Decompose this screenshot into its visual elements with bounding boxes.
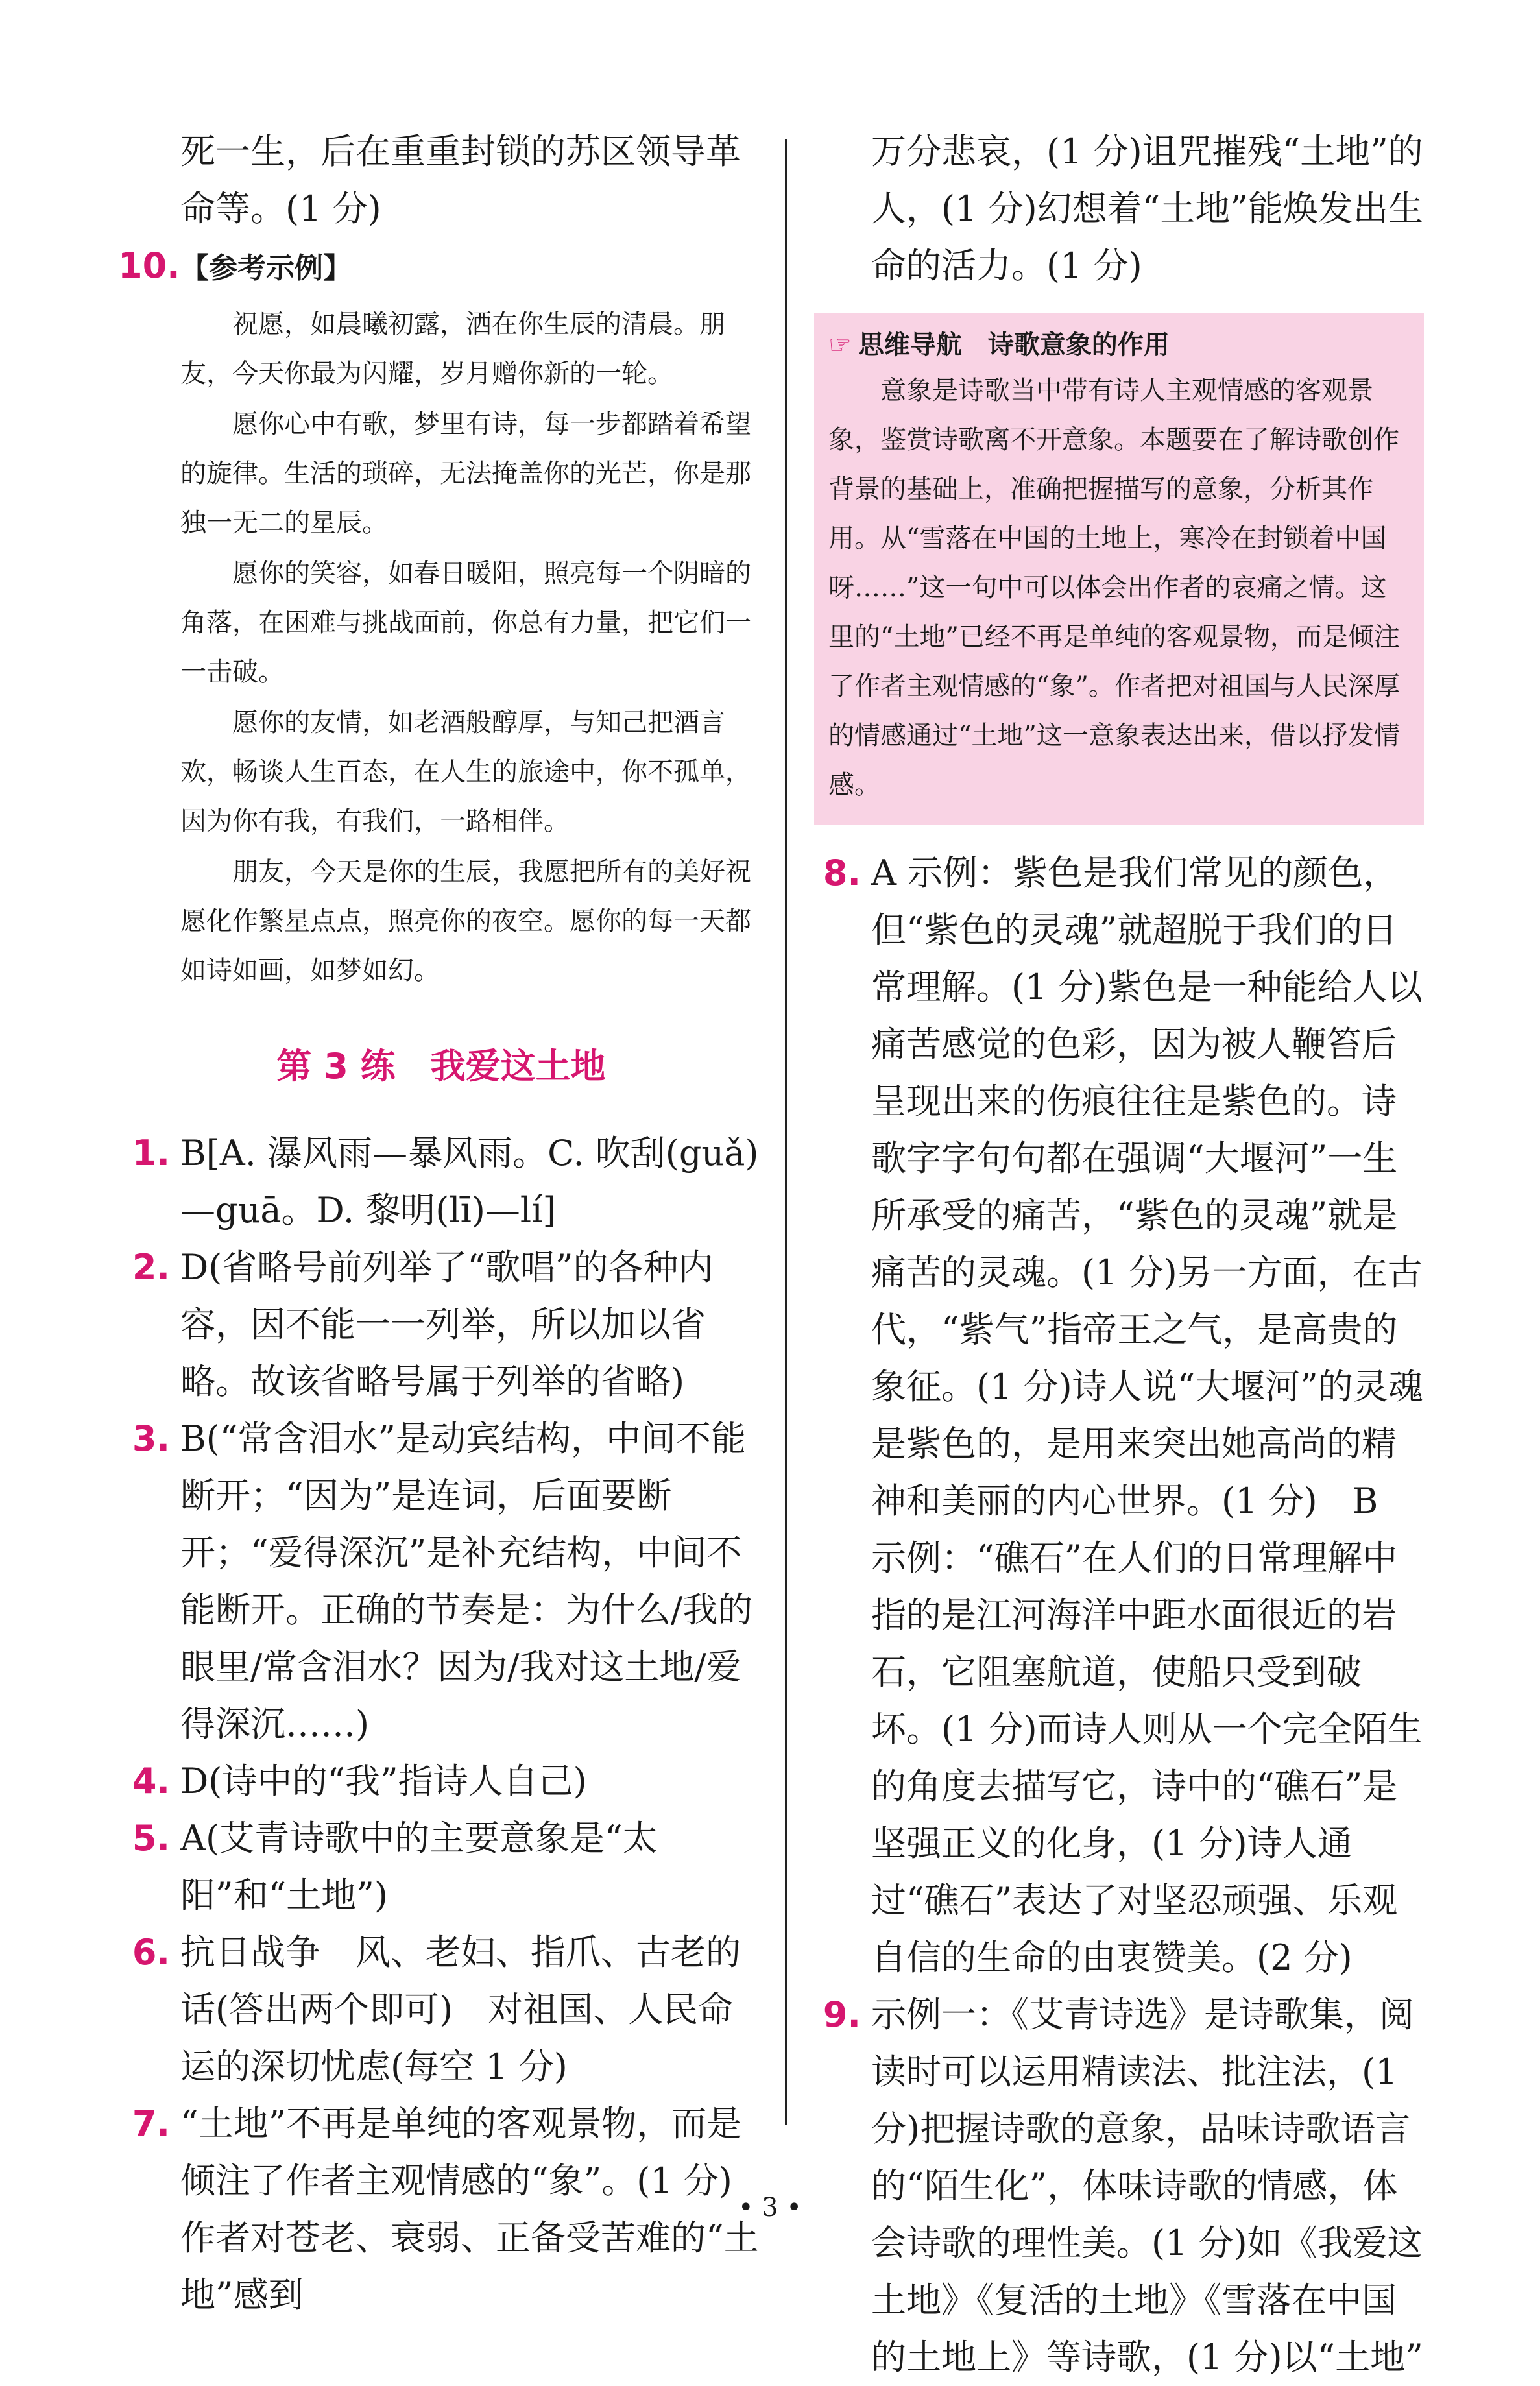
column-divider — [785, 139, 787, 2125]
item-text: D(省略号前列举了“歌唱”的各种内容，因不能一一列举，所以加以省略。故该省略号属于列举的省略) — [180, 1247, 714, 1402]
example-paragraph: 朋友，今天是你的生辰，我愿把所有的美好祝愿化作繁星点点，照亮你的夜空。愿你的每一天都如诗如画，如梦如幻。 — [180, 857, 751, 985]
example-paragraph: 祝愿，如晨曦初露，洒在你生辰的清晨。朋友，今天你最为闪耀，岁月赠你新的一轮。 — [180, 309, 725, 389]
answer-item — [814, 845, 1424, 1986]
answer-item — [123, 1810, 759, 1924]
nav-label: 思维导航 — [858, 330, 962, 360]
item-text: B(“常含泪水”是动宾结构，中间不能断开；“因为”是连词，后面要断开；“爱得深沉”是补充结构，中间不能断开。正确的节奏是：为什么/我的眼里/常含泪水？因为/我对这土地/爱得深沉……) — [180, 1418, 753, 1744]
item-number: 9. — [823, 1994, 861, 2035]
section-title: 第 3 练 我爱这土地 — [276, 1046, 606, 1087]
example-paragraph: 愿你的友情，如老酒般醇厚，与知己把酒言欢，畅谈人生百态，在人生的旅途中，你不孤单，因为你有我，有我们，一路相伴。 — [180, 708, 751, 836]
item-number: 2. — [132, 1247, 170, 1288]
item-text: A 示例：紫色是我们常见的颜色，但“紫色的灵魂”就超脱于我们的日常理解。(1 分)紫色是一种能给人以痛苦感觉的色彩，因为被人鞭笞后呈现出来的伤痕往往是紫色的。诗歌字字句句都在强调“大堰河”一生所承受的痛苦，“紫色的灵魂”就是痛苦的灵魂。(1 分)另一方面，在古代，“紫气”指帝王之气，是高贵的象征。(1 分)诗人说“大堰河”的灵魂是紫色的，是用来突出她高尚的精神和美丽的内心世界。(1 分) B 示例：“礁石”在人们的日常理解中指的是江河海洋中距水面很近的岩石，它阻塞航道，使船只受到破坏。(1 分)而诗人则从一个完全陌生的角度去描写它，诗中的“礁石”是坚强正义的化身，(1 分)诗人通过“礁石”表达了对坚忍顽强、乐观自信的生命的由衷赞美。(2 分) — [871, 852, 1423, 1978]
item-text: “土地”不再是单纯的客观景物，而是倾注了作者主观情感的“象”。(1 分)作者对苍老、衰弱、正备受苦难的“土地”感到 — [180, 2103, 759, 2315]
answer-item — [123, 1239, 759, 1410]
item-text: 抗日战争 风、老妇、指爪、古老的话(答出两个即可) 对祖国、人民命运的深切忧虑(每空 1 分) — [180, 1932, 741, 2087]
item-number: 3. — [132, 1418, 170, 1459]
item-text: 示例一：《艾青诗选》是诗歌集，阅读时可以运用精读法、批注法，(1 分)把握诗歌的意象，品味诗歌语言的“陌生化”，体味诗歌的情感，体会诗歌的理性美。(1 分)如《我爱这土地》《复活的土地》《雪落在中国的土地上》等诗歌，(1 分)以“土地” — [871, 1994, 1423, 2378]
item-number: 10. — [118, 245, 180, 286]
reference-example-tag: 【参考示例】 — [180, 252, 352, 285]
item-number: 5. — [132, 1818, 170, 1859]
answer-item — [123, 1410, 759, 1753]
item-text: D(诗中的“我”指诗人自己) — [180, 1761, 587, 1802]
thinking-navigation-box — [814, 313, 1424, 825]
answer-item — [123, 1125, 759, 1239]
right-continuation-text: 万分悲哀，(1 分)诅咒摧残“土地”的人，(1 分)幻想着“土地”能焕发出生命的活力。(1 分) — [871, 131, 1423, 286]
item-number: 6. — [132, 1932, 170, 1973]
item-number: 4. — [132, 1761, 170, 1802]
nav-topic: 诗歌意象的作用 — [987, 330, 1170, 360]
example-paragraph: 愿你的笑容，如春日暖阳，照亮每一个阴暗的角落，在困难与挑战面前，你总有力量，把它们一一击破。 — [180, 559, 751, 687]
nav-header — [828, 324, 1410, 366]
answer-item — [814, 1986, 1424, 2386]
right-column — [814, 123, 1424, 2386]
item-number: 7. — [132, 2103, 170, 2144]
example-paragraph: 愿你心中有歌，梦里有诗，每一步都踏着希望的旋律。生活的琐碎，无法掩盖你的光芒，你是那独一无二的星辰。 — [180, 409, 751, 538]
left-continuation-text: 死一生，后在重重封锁的苏区领导革命等。(1 分) — [180, 131, 741, 229]
answer-item — [123, 1924, 759, 2095]
item-text: A(艾青诗歌中的主要意象是“太阳”和“土地”) — [180, 1818, 658, 1916]
item-number: 8. — [823, 852, 861, 893]
left-column — [118, 123, 759, 2324]
answer-item — [123, 1753, 759, 1810]
answer-item-10 — [118, 237, 759, 297]
hand-pointer-icon: ☞ — [828, 330, 852, 360]
item-number: 1. — [132, 1133, 170, 1174]
reference-example-text — [123, 300, 759, 995]
item-text: B[A. 瀑风雨—暴风雨。C. 吹刮(guǎ)—guā。D. 黎明(lī)—lí] — [180, 1133, 759, 1231]
nav-body-text: 意象是诗歌当中带有诗人主观情感的客观景象，鉴赏诗歌离不开意象。本题要在了解诗歌创作背景的基础上，准确把握描写的意象，分析其作用。从“雪落在中国的土地上，寒冷在封锁着中国呀……”这一句中可以体会出作者的哀痛之情。这里的“土地”已经不再是单纯的客观景物，而是倾注了作者主观情感的“象”。作者把对祖国与人民深厚的情感通过“土地”这一意象表达出来，借以抒发情感。 — [828, 376, 1400, 800]
page-number: • 3 • — [738, 2193, 802, 2223]
